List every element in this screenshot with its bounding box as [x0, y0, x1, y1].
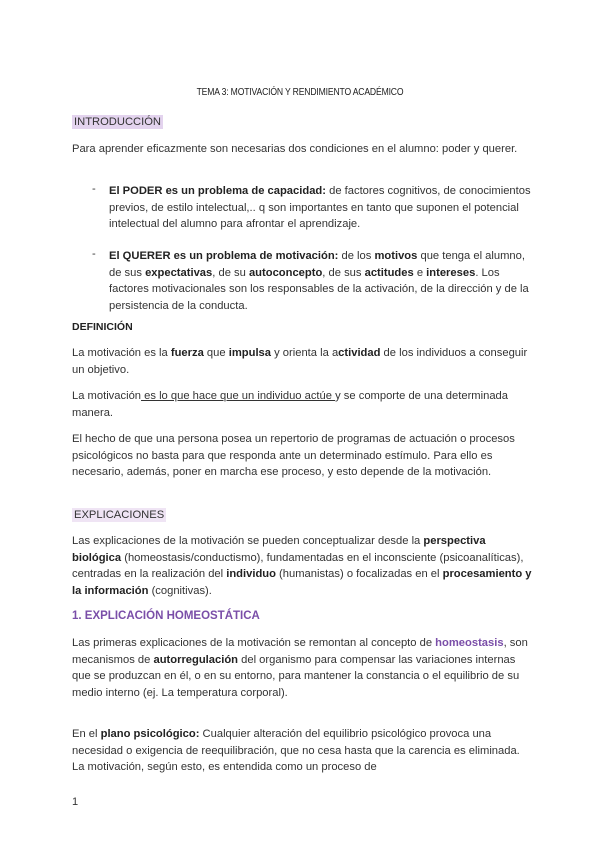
definicion-paragraph-2: La motivación es lo que hace que un individuo actúe y se comporte de una determinada manera.	[72, 390, 508, 419]
explicaciones-heading: EXPLICACIONES	[74, 509, 165, 521]
intro-heading-line	[72, 114, 532, 131]
page-number: 1	[72, 796, 79, 808]
definicion-paragraph-1: La motivación es la fuerza que impulsa y orienta la actividad de los individuos a conseguir un objetivo.	[72, 347, 528, 376]
bullet-querer: El QUERER es un problema de motivación: de los motivos que tenga el alumno, de sus expectativas, de su autoconcepto, de sus actitudes e intereses. Los factores motivacionales son los responsables de la activación, de la dirección y de la persistencia de la conducta.	[109, 250, 529, 312]
intro-paragraph: Para aprender eficazmente son necesarias dos condiciones en el alumno: poder y querer.	[72, 143, 518, 155]
explicaciones-paragraph: Las explicaciones de la motivación se pueden conceptualizar desde la perspectiva biológica (homeostasis/conductismo), fundamentadas en el inconsciente (psicoanalíticas), centradas en la realización del individuo (humanistas) o focalizadas en el procesamiento y la información (cognitivas).	[72, 535, 532, 597]
document-title: TEMA 3: MOTIVACIÓN Y RENDIMIENTO ACADÉMICO	[196, 86, 404, 98]
bullet-marker: -	[92, 248, 96, 260]
homeostatica-paragraph-1: Las primeras explicaciones de la motivación se remontan al concepto de homeostasis, son mecanismos de autorregulación del organismo para compensar las variaciones internas que se produzcan en él, o en su entorno, para mantener la constancia o el equilibrio de su medio interno (ej. La temperatura corporal).	[72, 637, 528, 699]
homeostatica-paragraph-2: En el plano psicológico: Cualquier alteración del equilibrio psicológico provoca una necesidad o exigencia de reequilibración, que no cesa hasta que la carencia es eliminada. La motivación, según esto, es entendida como un proceso de	[72, 728, 520, 773]
homeostatica-heading: 1. EXPLICACIÓN HOMEOSTÁTICA	[72, 610, 260, 622]
bullet-marker: -	[92, 183, 96, 195]
definicion-paragraph-3: El hecho de que una persona posea un repertorio de programas de actuación o procesos psicológicos no basta para que responda ante un determinado estímulo. Para ello es necesario, además, poner en marcha ese proceso, y esto depende de la motivación.	[72, 433, 515, 478]
explicaciones-heading-line	[72, 507, 532, 524]
intro-heading: INTRODUCCIÓN	[74, 116, 162, 128]
definicion-heading: DEFINICIÓN	[72, 321, 133, 333]
bullet-poder: El PODER es un problema de capacidad: de factores cognitivos, de conocimientos previos, de estilo intelectual,.. q son importantes en tanto que suponen el potencial intelectual del alumno para afrontar el aprendizaje.	[109, 185, 531, 230]
